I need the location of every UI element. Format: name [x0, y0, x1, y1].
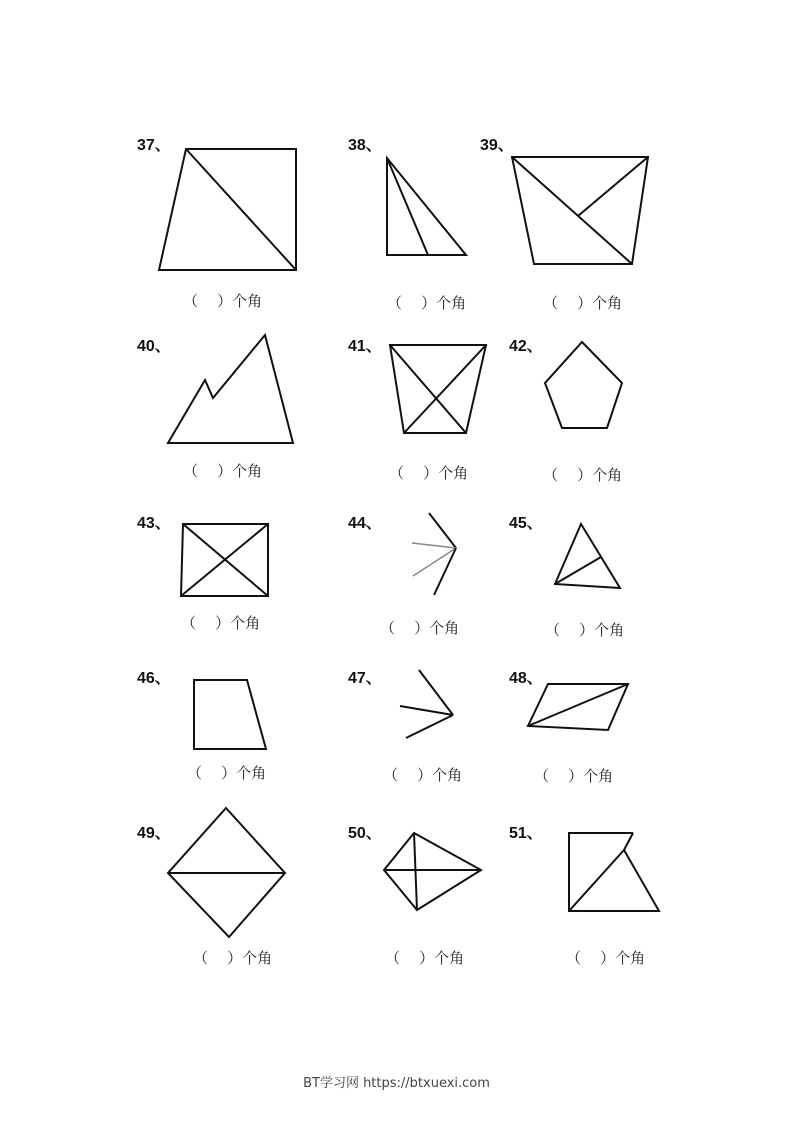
figure-40	[168, 335, 293, 443]
answer-blank-48[interactable]: （ ）个角	[534, 767, 614, 785]
figure-39-inner-line	[578, 157, 648, 216]
figure-38	[387, 158, 466, 255]
answer-blank-45[interactable]: （ ）个角	[545, 621, 625, 639]
figure-42	[545, 342, 622, 428]
figure-41	[390, 345, 486, 433]
answer-blank-50[interactable]: （ ）个角	[385, 949, 465, 967]
answer-blank-39[interactable]: （ ）个角	[543, 294, 623, 312]
problem-number-37: 37、	[137, 137, 171, 154]
figure-51-outline	[569, 833, 659, 911]
figure-38-inner-line	[387, 158, 428, 255]
problem-number-51: 51、	[509, 825, 543, 842]
problem-number-42: 42、	[509, 338, 543, 355]
figure-37-quadrilateral	[159, 149, 296, 270]
figure-47-ray-1	[419, 670, 453, 715]
answer-blank-42[interactable]: （ ）个角	[543, 466, 623, 484]
figure-50-kite	[384, 833, 481, 910]
figure-38-triangle	[387, 158, 466, 255]
answer-blank-37[interactable]: （ ）个角	[183, 292, 263, 310]
footer-watermark: BT学习网 https://btxuexi.com	[303, 1076, 490, 1091]
problem-number-50: 50、	[348, 825, 382, 842]
figure-44-ray-1	[429, 513, 456, 548]
figure-42-pentagon	[545, 342, 622, 428]
answer-blank-38[interactable]: （ ）个角	[387, 294, 467, 312]
figure-47-ray-2	[400, 706, 453, 715]
figure-46-trapezoid	[194, 680, 266, 749]
figure-37	[159, 149, 296, 270]
problem-number-39: 39、	[480, 137, 514, 154]
figure-39	[512, 157, 648, 264]
figure-40-mountain	[168, 335, 293, 443]
figure-47-ray-3	[406, 715, 453, 738]
figure-46	[194, 680, 266, 749]
figure-48	[528, 684, 628, 730]
figure-49	[168, 808, 285, 937]
answer-blank-47[interactable]: （ ）个角	[383, 766, 463, 784]
problem-number-44: 44、	[348, 515, 382, 532]
figure-47	[400, 670, 453, 738]
problem-number-46: 46、	[137, 670, 171, 687]
figure-51	[569, 833, 659, 911]
answer-blank-43[interactable]: （ ）个角	[181, 614, 261, 632]
problem-number-49: 49、	[137, 825, 171, 842]
answer-blank-41[interactable]: （ ）个角	[389, 464, 469, 482]
answer-blank-40[interactable]: （ ）个角	[183, 462, 263, 480]
answer-blank-49[interactable]: （ ）个角	[193, 949, 273, 967]
problem-number-40: 40、	[137, 338, 171, 355]
figure-41-diagonal-b	[404, 345, 486, 433]
figure-50	[384, 833, 481, 910]
figure-43	[181, 524, 268, 596]
figure-41-trapezoid	[390, 345, 486, 433]
problem-number-41: 41、	[348, 338, 382, 355]
figure-37-diagonal	[186, 149, 296, 270]
answer-blank-46[interactable]: （ ）个角	[187, 764, 267, 782]
figure-50-vertical	[414, 833, 417, 910]
problem-number-38: 38、	[348, 137, 382, 154]
figure-45	[555, 524, 620, 588]
figure-44-ray-2	[412, 543, 456, 548]
figure-44	[412, 513, 456, 595]
problem-number-48: 48、	[509, 670, 543, 687]
problem-number-43: 43、	[137, 515, 171, 532]
problem-number-47: 47、	[348, 670, 382, 687]
answer-blank-44[interactable]: （ ）个角	[380, 619, 460, 637]
problem-number-45: 45、	[509, 515, 543, 532]
figure-51-inner-line	[569, 850, 624, 911]
answer-blank-51[interactable]: （ ）个角	[566, 949, 646, 967]
